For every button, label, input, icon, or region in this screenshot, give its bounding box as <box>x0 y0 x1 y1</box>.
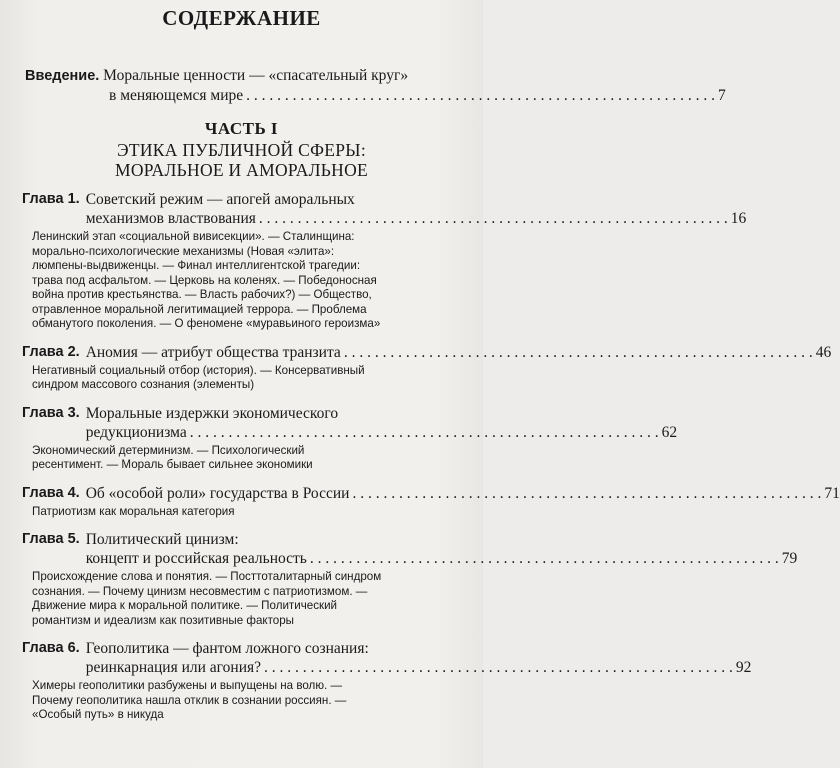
dot-leader <box>259 209 728 228</box>
chapter-summary-line: «Особый путь» в никуда <box>32 708 164 721</box>
toc-entry-chapter-4[interactable] <box>22 484 840 520</box>
part-heading <box>0 118 483 180</box>
chapter-summary-line: романтизм и идеализм как позитивные факторы <box>32 613 294 627</box>
toc-entry-chapter-2[interactable] <box>22 343 832 393</box>
chapter-heading <box>22 639 752 677</box>
chapter-label: Глава 5. <box>22 531 80 547</box>
page-number: 46 <box>815 343 832 361</box>
chapter-label: Глава 1. <box>22 191 80 207</box>
chapter-label: Глава 2. <box>22 343 80 360</box>
chapter-heading <box>22 404 678 442</box>
chapter-summary <box>32 364 465 393</box>
chapter-summary-line: отравленное моральной легитимацией террора. — Проблема <box>32 302 367 316</box>
chapter-heading <box>22 343 832 362</box>
intro-title-line2: в меняющемся мире <box>109 87 244 104</box>
part-number: ЧАСТЬ I <box>204 119 279 138</box>
part-title-line1: ЭТИКА ПУБЛИЧНОЙ СФЕРЫ: <box>116 140 367 160</box>
chapter-summary <box>32 230 465 332</box>
chapter-title <box>80 639 752 677</box>
chapter-label: Глава 6. <box>22 640 80 656</box>
chapter-title-line: реинкарнация или агония? <box>85 659 262 676</box>
chapter-title-last-line <box>86 423 677 442</box>
chapter-label: Глава 3. <box>22 404 80 421</box>
page-number: 62 <box>661 423 678 441</box>
chapter-title-last-line <box>86 343 832 362</box>
chapter-list <box>22 190 840 734</box>
chapter-title-line: Об «особой роли» государства в России <box>85 484 350 502</box>
chapter-title-line: механизмов властвования <box>85 210 256 227</box>
chapter-summary-line: люмпены-выдвиженцы. — Финал интеллигентской трагедии: <box>32 259 361 272</box>
chapter-heading <box>22 190 747 228</box>
chapter-summary-line: Почему геополитика нашла отклик в сознании россиян. — <box>32 693 347 707</box>
chapter-heading <box>22 530 798 568</box>
part-title-line2: МОРАЛЬНОЕ И АМОРАЛЬНОЕ <box>114 160 369 180</box>
chapter-summary-line: война против крестьянства. — Власть рабочих?) — Общество, <box>32 288 372 301</box>
chapter-title-line: Советский режим — апогей аморальных <box>85 191 355 208</box>
chapter-title-line: редукционизма <box>85 423 187 441</box>
chapter-summary-line: сознания. — Почему цинизм несовместим с патриотизмом. — <box>32 584 368 598</box>
page-title: СОДЕРЖАНИЕ <box>162 6 321 30</box>
chapter-summary-line: трава под асфальтом. — Церковь на коленях. — Победоносная <box>32 273 377 287</box>
chapter-title <box>80 484 840 503</box>
dot-leader <box>246 86 715 106</box>
dot-leader <box>264 658 733 677</box>
chapter-summary-line: обманутого поколения. — О феномене «муравьиного героизма» <box>32 317 381 330</box>
chapter-summary <box>32 444 465 473</box>
chapter-summary-line: Происхождение слова и понятия. — Посттоталитарный синдром <box>32 570 382 583</box>
chapter-title <box>80 190 747 228</box>
chapter-heading <box>22 484 840 503</box>
dot-leader <box>344 343 813 362</box>
chapter-title-last-line <box>86 484 840 503</box>
chapter-title-last-line <box>86 658 752 677</box>
chapter-title <box>80 343 832 362</box>
toc-entry-chapter-3[interactable] <box>22 404 678 473</box>
chapter-summary <box>32 679 465 723</box>
chapter-label: Глава 4. <box>22 484 80 501</box>
chapter-title-last-line <box>86 549 798 568</box>
intro-label: Введение. <box>25 68 100 84</box>
intro-last-line <box>25 86 726 106</box>
chapter-title-line: Геополитика — фантом ложного сознания: <box>85 640 369 657</box>
dot-leader <box>190 423 659 442</box>
chapter-summary-line: Экономический детерминизм. — Психологический <box>32 443 305 457</box>
chapter-summary <box>32 505 465 520</box>
chapter-title-line: Политический цинизм: <box>85 531 239 548</box>
dot-leader <box>310 549 779 568</box>
chapter-summary-line: Движение мира к моральной политике. — Политический <box>32 599 338 612</box>
chapter-summary-line: ресентимент. — Мораль бывает сильнее экономики <box>32 458 313 471</box>
chapter-title-last-line <box>86 209 747 228</box>
intro-title-line1: Моральные ценности — «спасательный круг» <box>103 67 409 84</box>
chapter-title-line: концепт и российская реальность <box>85 550 307 567</box>
chapter-title <box>80 404 677 442</box>
page-number: 71 <box>824 484 840 502</box>
chapter-summary-line: морально-психологические механизмы (Новая «элита»: <box>32 244 335 258</box>
chapter-title-line: Моральные издержки экономического <box>85 404 339 422</box>
page-number: 79 <box>781 550 798 567</box>
chapter-summary-line: Химеры геополитики разбужены и выпущены на волю. — <box>32 679 343 692</box>
toc-entry-introduction[interactable] <box>25 66 726 106</box>
chapter-title <box>80 530 798 568</box>
dot-leader <box>352 484 821 503</box>
chapter-summary-line: Ленинский этап «социальной вивисекции». — Сталинщина: <box>32 230 355 243</box>
page-number: 7 <box>718 87 726 104</box>
toc-entry-chapter-6[interactable] <box>22 639 752 723</box>
chapter-summary-line: синдром массового сознания (элементы) <box>32 378 255 391</box>
page-number: 16 <box>730 210 747 227</box>
intro-first-line <box>25 66 465 86</box>
chapter-summary-line: Негативный социальный отбор (история). — Консервативный <box>32 363 365 377</box>
chapter-summary-line: Патриотизм как моральная категория <box>32 504 235 518</box>
chapter-title-line: Аномия — атрибут общества транзита <box>85 343 341 361</box>
chapter-summary <box>32 570 465 628</box>
page-number: 92 <box>735 659 752 676</box>
toc-entry-chapter-5[interactable] <box>22 530 798 628</box>
toc-entry-chapter-1[interactable] <box>22 190 747 332</box>
